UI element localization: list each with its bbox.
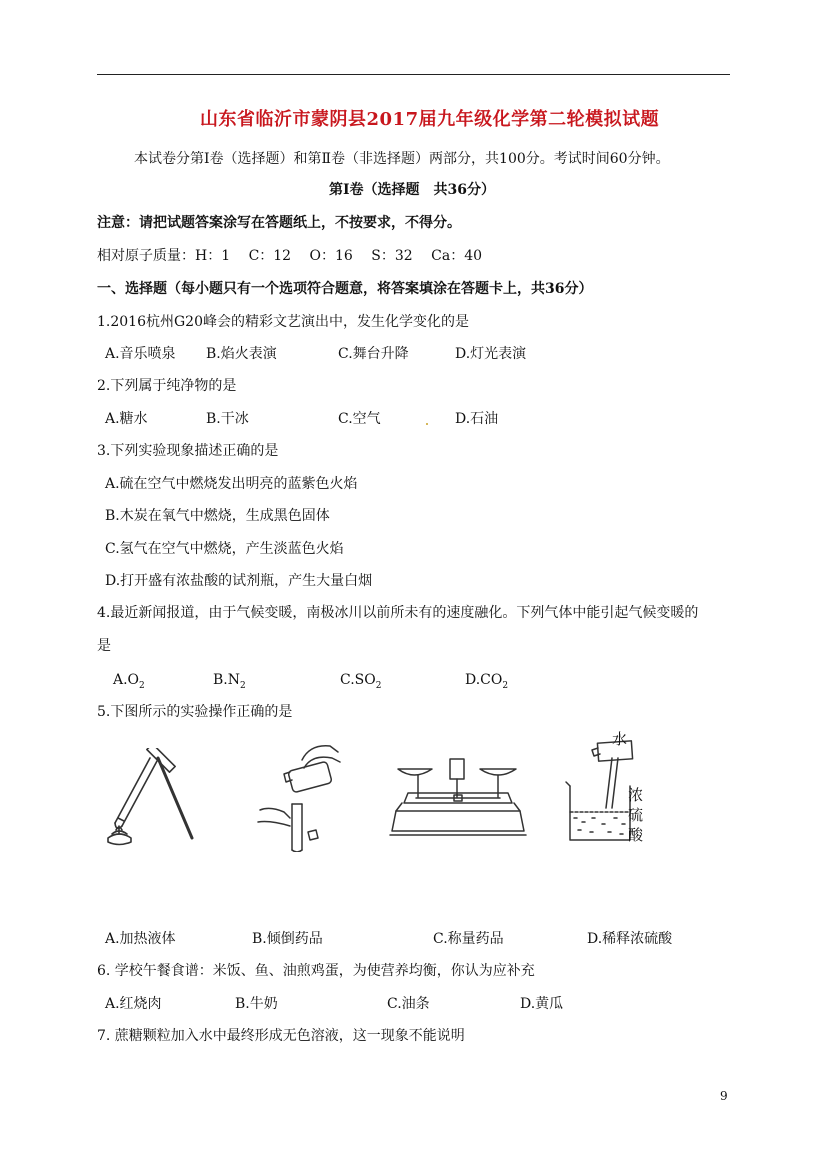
- figure-heating-liquid: [100, 748, 200, 848]
- question-3-stem: 3.下列实验现象描述正确的是: [97, 443, 279, 459]
- page-number: 9: [720, 1089, 728, 1103]
- question-4-option-c: $C.SO_2$: [340, 672, 382, 691]
- question-1-option-a: A.音乐喷泉: [105, 346, 176, 362]
- question-4-stem-line-2: 是: [97, 638, 111, 654]
- question-5-option-d: D.稀释浓硫酸: [587, 931, 673, 947]
- label-acid-1: 浓: [628, 786, 644, 804]
- label-acid-3: 酸: [628, 826, 644, 844]
- question-4-option-a: $A.O_2$: [113, 672, 145, 691]
- figure-diluting-acid: [560, 728, 650, 846]
- question-3-option-c: C.氢气在空气中燃烧，产生淡蓝色火焰: [105, 541, 344, 557]
- notice: 注意：请把试题答案涂写在答题纸上，不按要求，不得分。: [97, 215, 461, 231]
- label-water: 水: [612, 730, 628, 748]
- question-6-option-b: B.牛奶: [235, 996, 278, 1012]
- question-2-option-c: C.空气: [338, 411, 381, 427]
- question-6-option-a: A.红烧肉: [105, 996, 162, 1012]
- question-1-option-c: C.舞台升降: [338, 346, 409, 362]
- question-5-stem: 5.下图所示的实验操作正确的是: [97, 704, 293, 720]
- question-6-option-c: C.油条: [387, 996, 430, 1012]
- question-3-option-d: D.打开盛有浓盐酸的试剂瓶，产生大量白烟: [105, 573, 373, 589]
- exam-title: 山东省临沂市蒙阴县2017届九年级化学第二轮模拟试题: [200, 109, 660, 130]
- question-1-option-b: B.焰火表演: [206, 346, 277, 362]
- label-acid-2: 硫: [628, 806, 644, 824]
- question-3-option-a: A.硫在空气中燃烧发出明亮的蓝紫色火焰: [105, 476, 358, 492]
- question-5-option-b: B.倾倒药品: [252, 931, 323, 947]
- question-1-option-d: D.灯光表演: [455, 346, 527, 362]
- question-2-option-b: B.干冰: [206, 411, 249, 427]
- question-2-option-a: A.糖水: [105, 411, 148, 427]
- exam-intro: 本试卷分第Ⅰ卷（选择题）和第Ⅱ卷（非选择题）两部分，共100分。考试时间60分钟。: [134, 151, 670, 167]
- question-4-stem-line-1: 4.最近新闻报道，由于气候变暖，南极冰川以前所未有的速度融化。下列气体中能引起气候变暖的: [97, 605, 699, 621]
- question-6-stem: 6. 学校午餐食谱：米饭、鱼、油煎鸡蛋，为使营养均衡，你认为应补充: [97, 963, 535, 979]
- question-2-option-d: D.石油: [455, 411, 499, 427]
- question-2-stem: 2.下列属于纯净物的是: [97, 378, 237, 394]
- question-5-option-c: C.称量药品: [433, 931, 504, 947]
- stray-dot: [426, 423, 428, 425]
- figure-pouring-reagent: [250, 740, 350, 852]
- question-4-option-d: $D.CO_2$: [465, 672, 509, 691]
- part-heading: 一、选择题（每小题只有一个选项符合题意，将答案填涂在答题卡上，共36分）: [97, 281, 593, 297]
- atomic-mass-line: 相对原子质量：H：1 C：12 O：16 S：32 Ca：40: [97, 248, 483, 264]
- header-rule: [97, 74, 730, 75]
- question-7-stem: 7. 蔗糖颗粒加入水中最终形成无色溶液，这一现象不能说明: [97, 1028, 465, 1044]
- question-4-option-b: $B.N_2$: [213, 672, 246, 691]
- figure-weighing-balance: [388, 755, 528, 843]
- question-5-option-a: A.加热液体: [105, 931, 176, 947]
- question-6-option-d: D.黄瓜: [520, 996, 564, 1012]
- question-1-stem: 1.2016杭州G20峰会的精彩文艺演出中，发生化学变化的是: [97, 314, 469, 330]
- section-title: 第Ⅰ卷（选择题 共36分）: [329, 182, 496, 198]
- question-3-option-b: B.木炭在氧气中燃烧，生成黑色固体: [105, 508, 330, 524]
